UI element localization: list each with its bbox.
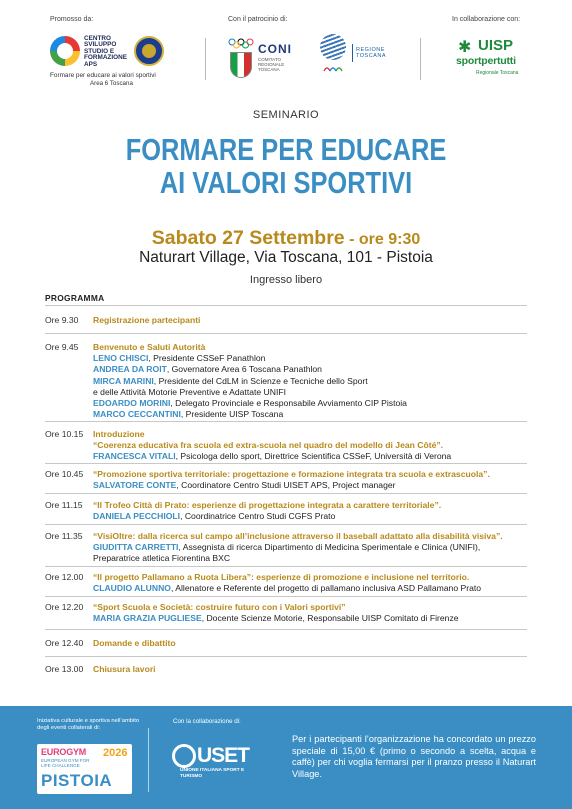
collaboration-block — [452, 16, 521, 76]
divider — [45, 305, 527, 306]
event-type: SEMINARIO — [252, 109, 320, 121]
divider — [45, 629, 527, 630]
speaker-line — [93, 480, 533, 491]
divider — [352, 44, 353, 62]
speaker-line — [93, 364, 533, 375]
divider — [45, 421, 527, 422]
speaker-name: GIUDITTA CARRETTI — [93, 542, 179, 553]
speaker-name: ANDREA DA ROIT — [93, 364, 167, 375]
item-title: Benvenuto e Saluti Autorità — [93, 342, 206, 352]
promoted-by-block — [50, 16, 156, 87]
speaker-line — [93, 583, 533, 594]
item-time: Ore 12.20 — [45, 602, 84, 612]
speaker-line — [93, 387, 533, 398]
speaker-role: Preparatrice atletica Fiorentina BXC — [93, 553, 231, 564]
event-date — [0, 227, 572, 250]
paralympic-emblem-icon — [320, 34, 346, 60]
eurogym-sub: EUROPEAN GYM FOR LIFE CHALLENGE — [41, 758, 90, 768]
programme-item — [93, 531, 533, 565]
speaker-role: , Coordinatore Centro Studi UISET APS, Project manager — [176, 480, 396, 491]
speaker-role: e delle Attività Motorie Preventive e Adattate UNIFI — [93, 386, 286, 397]
logo-band — [0, 0, 572, 95]
item-time: Ore 9.45 — [45, 342, 79, 352]
eurogym-city: PISTOIA — [41, 771, 113, 790]
free-entry: Ingresso libero — [249, 274, 323, 286]
divider — [45, 596, 527, 597]
speaker-name: LENO CHISCI — [93, 353, 149, 364]
speaker-name: DANIELA PECCHIOLI — [93, 511, 181, 522]
talk-title: “Promozione sportiva territoriale: progettazione e formazione integrata tra scuola e extrascuola”. — [93, 469, 490, 479]
time-text: - ore 9:30 — [344, 231, 421, 248]
agitos-icon — [320, 64, 346, 74]
item-time: Ore 11.15 — [45, 500, 83, 510]
divider — [45, 333, 527, 334]
coni-sub: COMITATO REGIONALE TOSCANA — [258, 57, 285, 72]
speaker-line — [93, 511, 533, 522]
uset-name: USET — [197, 744, 250, 767]
item-title: Chiusura lavori — [93, 664, 156, 674]
divider — [148, 728, 149, 792]
programme-item — [93, 638, 533, 649]
speaker-line — [93, 398, 533, 409]
programme-item — [93, 572, 533, 594]
title-line-1: FORMARE PER EDUCARE — [125, 132, 447, 167]
promoted-label: Promosso da: — [50, 16, 94, 23]
event-title — [51, 133, 520, 199]
programme-item — [93, 602, 533, 624]
speaker-role: , Presidente del CdLM in Scienze e Tecniche dello Sport — [153, 375, 368, 386]
speaker-name: CLAUDIO ALUNNO — [93, 583, 171, 594]
eurogym-title: EUROGYM — [41, 747, 87, 757]
speaker-name: FRANCESCA VITALI — [93, 451, 176, 462]
divider — [45, 656, 527, 657]
speaker-line — [93, 451, 533, 462]
item-time: Ore 11.35 — [45, 531, 83, 541]
speaker-role: , Docente Scienze Motorie, Responsabile UISP Comitato di Firenze — [201, 613, 459, 624]
item-time: Ore 12.40 — [45, 638, 84, 648]
item-time: Ore 12.00 — [45, 572, 84, 582]
eurogym-year: 2026 — [103, 747, 128, 759]
footer — [0, 706, 572, 809]
speaker-line — [93, 376, 533, 387]
uset-sub: UNIONE ITALIANA SPORT E TURISMO — [180, 768, 245, 779]
collab-label: In collaborazione con: — [452, 16, 521, 23]
programme-item — [93, 315, 533, 326]
speaker-role: , Delegato Provinciale e Responsabile Avviamento CIP Pistoia — [170, 398, 407, 409]
uisp-runner-icon: ✱ — [458, 39, 472, 56]
speaker-line — [93, 353, 533, 364]
speaker-name: MARCO CECCANTINI — [93, 409, 181, 420]
date-text: Sabato 27 Settembre — [151, 227, 345, 249]
talk-title: “Il Trofeo Città di Prato: esperienze di progettazione integrata a carattere territoriale”. — [93, 500, 442, 510]
divider — [45, 524, 527, 525]
speaker-line — [93, 542, 533, 553]
italia-shield-icon — [230, 52, 252, 78]
item-time: Ore 10.45 — [45, 469, 84, 479]
olympic-rings-icon — [228, 38, 254, 49]
talk-title: “Il progetto Pallamano a Ruota Libera”: esperienze di promozione e inclusione nel territorio. — [93, 572, 470, 582]
eurogym-logo — [37, 744, 132, 794]
speaker-role: , Psicologa dello sport, Direttrice Scientifica CSSeF, Università di Verona — [175, 451, 452, 462]
divider — [420, 38, 421, 80]
divider — [45, 463, 527, 464]
speaker-line — [93, 613, 533, 624]
programme-item — [93, 500, 533, 522]
speaker-name: SALVATORE CONTE — [93, 480, 177, 491]
speaker-line — [93, 553, 533, 564]
speaker-role: , Governatore Area 6 Toscana Panathlon — [166, 364, 322, 375]
talk-title: “VisiOltre: dalla ricerca sul campo all’inclusione attraverso il baseball adattato alla disabilità visiva”. — [93, 531, 503, 541]
speaker-role: , Presidente CSSeF Panathlon — [148, 353, 266, 364]
cssef-logo-icon — [50, 36, 80, 66]
item-title: Domande e dibattito — [93, 638, 176, 648]
initiative-note: Iniziativa culturale e sportiva nell’ambito degli eventi collaterali di: — [37, 718, 140, 731]
programme-item — [93, 429, 533, 463]
speaker-role: , Allenatore e Referente del progetto di pallamano inclusiva ASD Pallamano Prato — [170, 583, 482, 594]
lunch-note: Per i partecipanti l’organizzazione ha concordato un prezzo speciale di 15,00 € (primo o secondo a scelta, acqua e caffè) per chi voglia fermarsi per il pranzo presso il Naturart Village. — [292, 734, 536, 779]
programme-item — [93, 664, 533, 675]
regione-toscana-name: REGIONE TOSCANA — [356, 47, 386, 59]
uisp-region: Regionale Toscana — [476, 70, 519, 76]
speaker-name: MIRCA MARINI — [93, 375, 154, 386]
uset-logo-icon — [172, 744, 196, 768]
item-title: Registrazione partecipanti — [93, 315, 201, 325]
collab-label: Con la collaborazione di: — [173, 718, 241, 725]
speaker-name: EDOARDO MORINI — [93, 398, 171, 409]
item-time: Ore 13.00 — [45, 664, 84, 674]
uisp-name: UISP — [478, 37, 514, 54]
divider — [45, 566, 527, 567]
speaker-role: , Coordinatrice Centro Studi CGFS Prato — [180, 511, 336, 522]
speaker-role: , Assegnista di ricerca Dipartimento di Medicina Sperimentale e Clinica (UNIFI), — [178, 542, 481, 553]
cssef-name: CENTRO SVILUPPO STUDIO E FORMAZIONE APS — [84, 35, 127, 68]
title-line-2: AI VALORI SPORTIVI — [159, 165, 413, 200]
patronage-block — [228, 16, 386, 72]
talk-title: “Coerenza educativa fra scuola ed extra-scuola nel quadro del modello di Jean Côté”. — [93, 440, 444, 451]
coni-name: CONI — [258, 42, 292, 56]
programme-item — [93, 469, 533, 491]
panathlon-emblem-icon — [134, 36, 164, 66]
item-time: Ore 10.15 — [45, 429, 84, 439]
divider — [45, 493, 527, 494]
uisp-tagline: sportpertutti — [456, 55, 516, 67]
patronage-label: Con il patrocinio di: — [228, 16, 288, 23]
speaker-line — [93, 409, 533, 420]
event-venue: Naturart Village, Via Toscana, 101 - Pistoia — [139, 249, 433, 266]
cssef-tagline: Formare per educare ai valori sportivi — [50, 72, 156, 79]
speaker-role: , Presidente UISP Toscana — [180, 409, 284, 420]
speaker-name: MARIA GRAZIA PUGLIESE — [93, 613, 202, 624]
item-time: Ore 9.30 — [45, 315, 79, 325]
programme-heading: PROGRAMMA — [45, 293, 105, 303]
cssef-area: Area 6 Toscana — [90, 80, 133, 87]
programme-item — [93, 342, 533, 420]
talk-title: “Sport Scuola e Società: costruire futuro con i Valori sportivi” — [93, 602, 346, 612]
item-title: Introduzione — [93, 429, 145, 439]
divider — [205, 38, 206, 80]
